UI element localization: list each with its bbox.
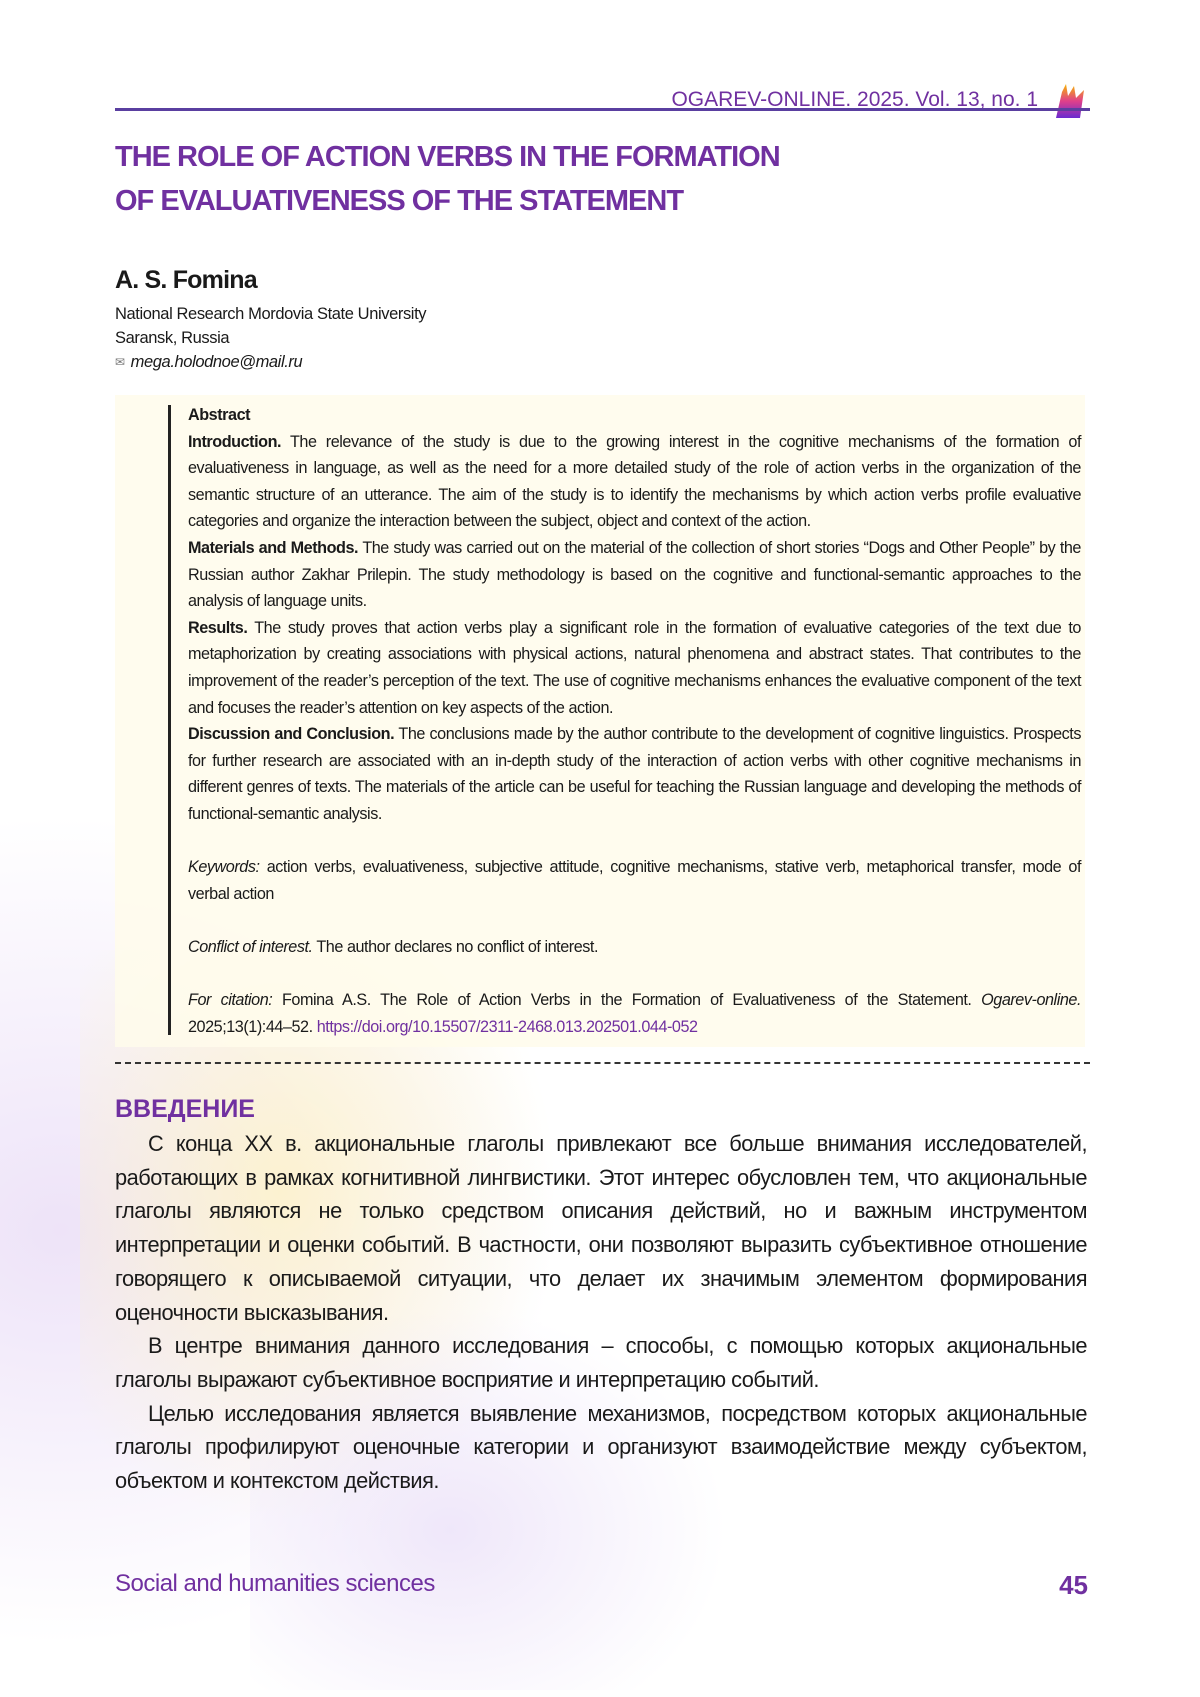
article-title bbox=[115, 135, 1090, 223]
conflict-text: The author declares no conflict of interest. bbox=[313, 938, 598, 956]
discussion-text: The conclusions made by the author contribute to the development of cognitive linguistics. Prospects for further research are associated with an in-depth study of the interaction of action verbs with other cognitive mechanisms in different genres of texts. The materials of the article can be useful for teaching the Russian language and developing the methods of functional-semantic analysis. bbox=[188, 725, 1081, 823]
intro-label: Introduction. bbox=[188, 433, 281, 451]
location: Saransk, Russia bbox=[115, 326, 426, 350]
results-label: Results. bbox=[188, 619, 247, 637]
author-name: A. S. Fomina bbox=[115, 266, 257, 295]
keywords-text: action verbs, evaluativeness, subjective attitude, cognitive mechanisms, stative verb, metaphorical transfer, mode of verbal action bbox=[188, 858, 1081, 903]
author-affiliation bbox=[115, 302, 426, 374]
journal-logo-icon bbox=[1048, 82, 1088, 118]
affiliation: National Research Mordovia State University bbox=[115, 302, 426, 326]
citation-label: For citation: bbox=[188, 991, 272, 1009]
paragraph: С конца XX в. акциональные глаголы привлекают все больше внимания исследователей, работающих в рамках когнитивной лингвистики. Этот интерес обусловлен тем, что акциональные глаголы являются не только средством описания действий, но и важным инструментом интерпретации и оценки событий. В частности, они позволяют выразить субъективное отношение говорящего к описываемой ситуации, что делает их значимым элементом формирования оценочности высказывания. bbox=[115, 1127, 1087, 1329]
footer-section-name: Social and humanities sciences bbox=[115, 1570, 435, 1598]
paragraph: В центре внимания данного исследования – способы, с помощью которых акциональные глаголы выражают субъективное восприятие и интерпретацию событий. bbox=[115, 1329, 1087, 1396]
dashed-divider bbox=[115, 1062, 1090, 1064]
intro-text: The relevance of the study is due to the growing interest in the cognitive mechanisms of the formation of evaluativeness in language, as well as the need for a more detailed study of the role of action verbs in the organization of the semantic structure of an utterance. The aim of the study is to identify the mechanisms by which action verbs profile evaluative categories and organize the interaction between the subject, object and context of the action. bbox=[188, 433, 1081, 531]
methods-label: Materials and Methods. bbox=[188, 539, 358, 557]
citation-journal: Ogarev-online. bbox=[981, 991, 1081, 1009]
discussion-label: Discussion and Conclusion. bbox=[188, 725, 394, 743]
header-rule bbox=[115, 108, 1090, 111]
envelope-icon: ✉ bbox=[115, 355, 125, 369]
results-text: The study proves that action verbs play a significant role in the formation of evaluative categories of the text due to metaphorization by creating associations with physical actions, natural phenomena and abstract states. That contributes to the improvement of the reader’s perception of the text. The use of cognitive mechanisms enhances the evaluative component of the text and focuses the reader’s attention on key aspects of the action. bbox=[188, 619, 1081, 717]
conflict-label: Conflict of interest. bbox=[188, 938, 313, 956]
citation-ref: 2025;13(1):44–52. bbox=[188, 1018, 317, 1036]
running-header bbox=[671, 82, 1088, 118]
abstract-heading: Abstract bbox=[188, 406, 250, 424]
title-line: THE ROLE OF ACTION VERBS IN THE FORMATION bbox=[115, 135, 1090, 179]
methods-text: The study was carried out on the material of the collection of short stories “Dogs and Other People” by the Russian author Zakhar Prilepin. The study methodology is based on the cognitive and functional-semantic approaches to the analysis of language units. bbox=[188, 539, 1081, 610]
journal-issue: OGAREV-ONLINE. 2025. Vol. 13, no. 1 bbox=[671, 88, 1038, 112]
abstract-bar bbox=[168, 405, 171, 1035]
doi-link[interactable]: https://doi.org/10.15507/2311-2468.013.202501.044-052 bbox=[317, 1018, 698, 1036]
keywords-label: Keywords: bbox=[188, 858, 260, 876]
abstract-box bbox=[115, 395, 1085, 1047]
section-body bbox=[115, 1127, 1087, 1498]
title-line: OF EVALUATIVENESS OF THE STATEMENT bbox=[115, 179, 1090, 223]
author-email[interactable]: mega.holodnoe@mail.ru bbox=[131, 353, 303, 371]
citation-text: Fomina A.S. The Role of Action Verbs in the Formation of Evaluativeness of the Statement. bbox=[272, 991, 981, 1009]
section-heading: ВВЕДЕНИЕ bbox=[115, 1095, 255, 1124]
paragraph: Целью исследования является выявление механизмов, посредством которых акциональные глаголы профилируют оценочные категории и организуют взаимодействие между субъектом, объектом и контекстом действия. bbox=[115, 1397, 1087, 1498]
page-number: 45 bbox=[1059, 1570, 1088, 1601]
